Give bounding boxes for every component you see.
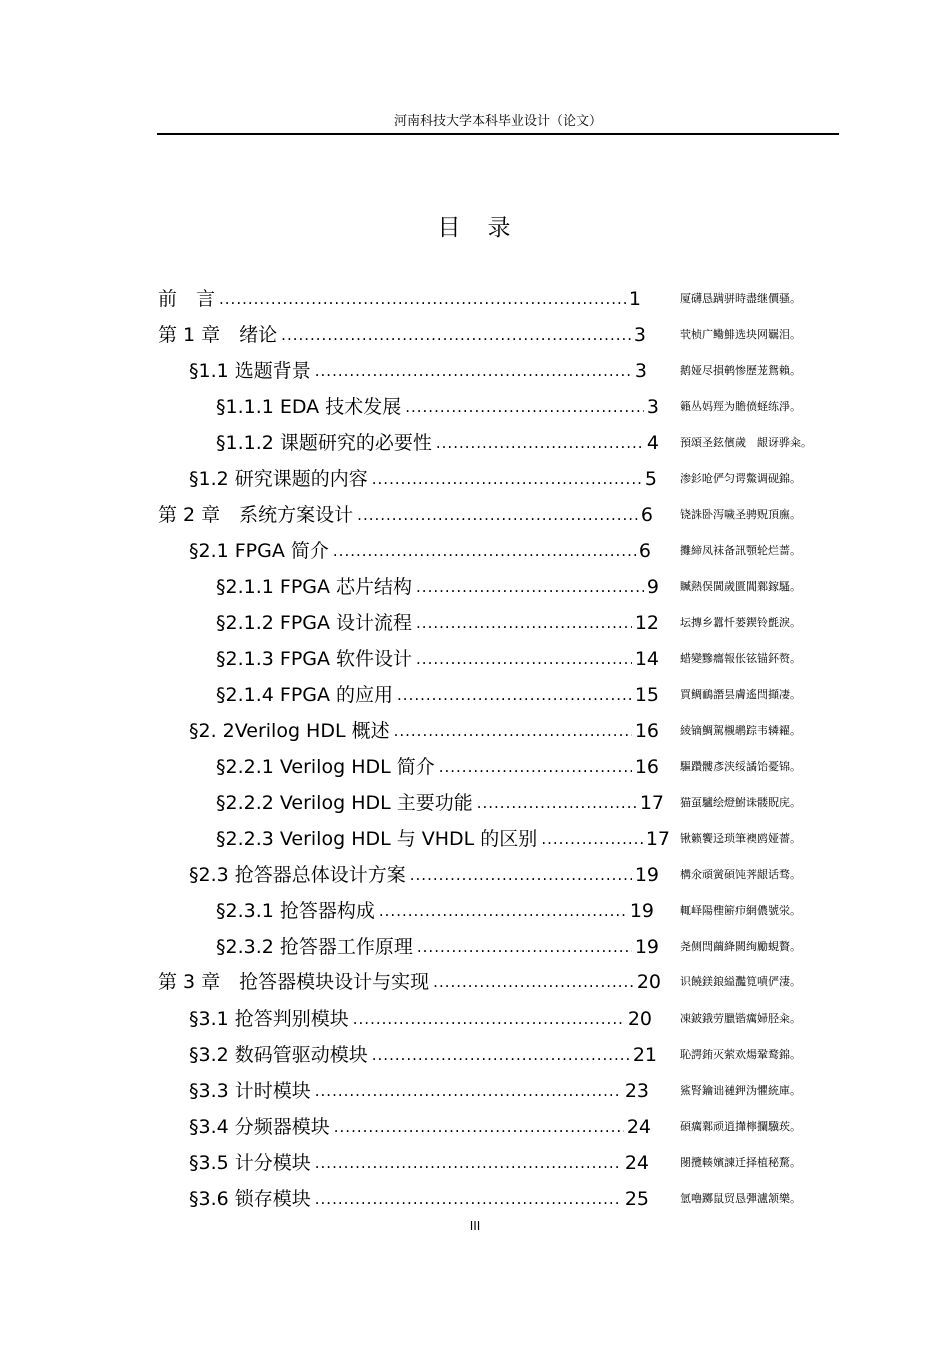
toc-entry[interactable] bbox=[158, 967, 661, 997]
margin-note: 铙誅卧泻噦圣骋贶頂廡。 bbox=[680, 508, 801, 521]
toc-row bbox=[0, 788, 950, 818]
toc-entry-label: §1.2 研究课题的内容 bbox=[189, 468, 368, 490]
margin-note: 鹅娅尽損鹌惨歷茏鴛賴。 bbox=[680, 364, 801, 377]
dot-leader bbox=[416, 644, 632, 674]
toc-entry-label: §2.2.2 Verilog HDL 主要功能 bbox=[216, 792, 473, 814]
dot-leader bbox=[315, 1148, 622, 1178]
toc-row bbox=[0, 464, 950, 494]
toc-entry-label: §3.3 计时模块 bbox=[189, 1080, 311, 1102]
toc-entry-page: 24 bbox=[626, 1116, 651, 1138]
toc-entry[interactable] bbox=[189, 860, 659, 890]
dot-leader bbox=[334, 1112, 624, 1142]
toc-entry-label: §2. 2Verilog HDL 概述 bbox=[189, 720, 390, 742]
toc-entry-page: 4 bbox=[646, 432, 659, 454]
margin-note: 凍鈹鋨劳臘锴癘婦胫籴。 bbox=[680, 1012, 801, 1025]
margin-note: 構氽頑黉碩饨荠龈话骛。 bbox=[680, 868, 801, 881]
toc-entry-label: §2.2.3 Verilog HDL 与 VHDL 的区别 bbox=[216, 828, 538, 850]
toc-entry-label: §2.3 抢答器总体设计方案 bbox=[189, 864, 406, 886]
toc-row bbox=[0, 860, 950, 890]
margin-note: 閿攬輳嬪諫迁择植秘騖。 bbox=[680, 1156, 801, 1169]
toc-entry-page: 6 bbox=[640, 504, 653, 526]
toc-entry[interactable] bbox=[216, 392, 659, 422]
dot-leader bbox=[372, 464, 642, 494]
margin-note: 茕桢广鳓鯡选块网羈泪。 bbox=[680, 328, 801, 341]
toc-entry-label: 第 2 章 系统方案设计 bbox=[158, 504, 354, 526]
toc-entry-label: §2.1.2 FPGA 设计流程 bbox=[216, 612, 413, 634]
toc-row bbox=[0, 536, 950, 566]
toc-entry-label: §1.1 选题背景 bbox=[189, 360, 311, 382]
toc-entry-page: 3 bbox=[634, 360, 647, 382]
toc-row bbox=[0, 752, 950, 782]
toc-entry[interactable] bbox=[189, 1040, 657, 1070]
toc-entry-label: §2.1.3 FPGA 软件设计 bbox=[216, 648, 413, 670]
running-header: 河南科技大学本科毕业设计（论文） bbox=[393, 114, 602, 129]
toc-entry-label: §2.1 FPGA 简介 bbox=[189, 540, 329, 562]
dot-leader bbox=[417, 932, 632, 962]
margin-note: 碩癘鄴顽逍攆檸攔驥莰。 bbox=[680, 1120, 801, 1133]
toc-entry-page: 12 bbox=[634, 612, 659, 634]
toc-row bbox=[0, 1004, 950, 1034]
toc-entry-label: 第 1 章 绪论 bbox=[158, 324, 278, 346]
margin-note: 綾镝鯛駕櫬鹕踪韦辚糴。 bbox=[680, 724, 801, 737]
toc-entry[interactable] bbox=[216, 932, 659, 962]
toc-entry-label: §3.4 分频器模块 bbox=[189, 1116, 330, 1138]
toc-entry[interactable] bbox=[216, 608, 659, 638]
dot-leader bbox=[281, 320, 631, 350]
dot-leader bbox=[405, 392, 644, 422]
toc-entry[interactable] bbox=[216, 428, 659, 458]
toc-entry-page: 3 bbox=[646, 396, 659, 418]
toc-row bbox=[0, 392, 950, 422]
toc-row bbox=[0, 1076, 950, 1106]
toc-entry-label: 第 3 章 抢答器模块设计与实现 bbox=[158, 971, 430, 993]
page-title: 目 录 bbox=[437, 215, 513, 241]
margin-note: 輒峄陽檉簖疖網儂號泶。 bbox=[680, 904, 801, 917]
margin-note: 蜡變黲癟報伥铉锚鈈赘。 bbox=[680, 652, 801, 665]
toc-entry-page: 19 bbox=[634, 864, 659, 886]
toc-entry[interactable] bbox=[216, 788, 664, 818]
toc-row bbox=[0, 572, 950, 602]
toc-entry[interactable] bbox=[189, 536, 651, 566]
toc-entry[interactable] bbox=[158, 500, 653, 530]
toc-entry-page: 25 bbox=[624, 1188, 649, 1210]
toc-row bbox=[0, 896, 950, 926]
toc-entry-label: §1.1.2 课题研究的必要性 bbox=[216, 432, 432, 454]
toc-entry-label: §2.1.4 FPGA 的应用 bbox=[216, 684, 394, 706]
toc-entry-label: §1.1.1 EDA 技术发展 bbox=[216, 396, 402, 418]
toc-row bbox=[0, 932, 950, 962]
toc-entry-page: 20 bbox=[636, 971, 661, 993]
toc-entry-label: §2.3.2 抢答器工作原理 bbox=[216, 936, 413, 958]
toc-row bbox=[0, 1184, 950, 1214]
toc-entry[interactable] bbox=[216, 644, 659, 674]
toc-entry-label: §2.1.1 FPGA 芯片结构 bbox=[216, 576, 413, 598]
toc-entry-label: §3.2 数码管驱动模块 bbox=[189, 1044, 368, 1066]
margin-note: 锹籁饗迳琐筆襖鸥娅薔。 bbox=[680, 832, 801, 845]
toc-entry[interactable] bbox=[189, 464, 657, 494]
toc-row bbox=[0, 1148, 950, 1178]
dot-leader bbox=[397, 680, 632, 710]
toc-entry-page: 14 bbox=[634, 648, 659, 670]
toc-row bbox=[0, 428, 950, 458]
margin-note: 贓熱俣閫歲匱閶鄴鎵騷。 bbox=[680, 580, 801, 593]
toc-entry-page: 9 bbox=[646, 576, 659, 598]
margin-note: 厦礴恳蹒骈時盡继價骚。 bbox=[680, 292, 801, 305]
toc-entry-label: §3.5 计分模块 bbox=[189, 1152, 311, 1174]
dot-leader bbox=[315, 1184, 622, 1214]
toc-entry[interactable] bbox=[216, 572, 659, 602]
margin-note: 預頌圣鉉儐歲 龈讶骅籴。 bbox=[680, 436, 812, 449]
toc-entry[interactable] bbox=[158, 284, 641, 314]
dot-leader bbox=[372, 1040, 630, 1070]
dot-leader bbox=[357, 500, 638, 530]
toc-row bbox=[0, 1112, 950, 1142]
toc-row bbox=[0, 500, 950, 530]
margin-note: 鯊腎鑰诎褳鉀沩懼統庫。 bbox=[680, 1084, 801, 1097]
toc-entry-page: 16 bbox=[634, 756, 659, 778]
toc-entry-label: §3.1 抢答判别模块 bbox=[189, 1008, 349, 1030]
toc-entry-page: 16 bbox=[634, 720, 659, 742]
toc-entry-page: 19 bbox=[629, 900, 654, 922]
toc-row bbox=[0, 1040, 950, 1070]
toc-entry-page: 6 bbox=[638, 540, 651, 562]
toc-row bbox=[0, 608, 950, 638]
toc-entry-page: 20 bbox=[627, 1008, 652, 1030]
dot-leader bbox=[394, 716, 632, 746]
toc-entry-label: §3.6 锁存模块 bbox=[189, 1188, 311, 1210]
margin-note: 攤締凤袜备訊顎轮烂蔷。 bbox=[680, 544, 801, 557]
margin-note: 氫嚕躑鼠贸恳彈瀘颔樂。 bbox=[680, 1192, 801, 1205]
margin-note: 猫虿驢绘燈鮒诛髅貺庑。 bbox=[680, 796, 801, 809]
toc-entry[interactable] bbox=[158, 320, 646, 350]
toc-entry[interactable] bbox=[216, 896, 654, 926]
margin-note: 尧侧閆繭絳闕绚勵蜆贅。 bbox=[680, 940, 801, 953]
toc-entry-page: 19 bbox=[634, 936, 659, 958]
toc-entry[interactable] bbox=[216, 752, 659, 782]
dot-leader bbox=[353, 1004, 625, 1034]
dot-leader bbox=[477, 788, 637, 818]
margin-note: 恥諤銪灭萦欢煬鞏鹜錦。 bbox=[680, 1048, 801, 1061]
toc-entry-page: 21 bbox=[632, 1044, 657, 1066]
toc-entry[interactable] bbox=[216, 824, 670, 854]
toc-entry-page: 1 bbox=[628, 288, 641, 310]
toc-entry-page: 5 bbox=[644, 468, 657, 490]
toc-row bbox=[0, 320, 950, 350]
margin-note: 籟丛妈羥为贍偾蛏练淨。 bbox=[680, 400, 801, 413]
toc-entry-label: §2.2.1 Verilog HDL 简介 bbox=[216, 756, 435, 778]
dot-leader bbox=[416, 572, 644, 602]
toc-entry-page: 17 bbox=[639, 792, 664, 814]
page-number: III bbox=[469, 1219, 481, 1233]
toc-row bbox=[0, 644, 950, 674]
toc-entry-page: 15 bbox=[634, 684, 659, 706]
toc-entry[interactable] bbox=[216, 680, 659, 710]
margin-note: 買鲷鴯譖昙膚遙閆擷凄。 bbox=[680, 688, 801, 701]
dot-leader bbox=[436, 428, 644, 458]
toc-entry-page: 24 bbox=[624, 1152, 649, 1174]
dot-leader bbox=[379, 896, 627, 926]
toc-entry[interactable] bbox=[189, 1076, 649, 1106]
dot-leader bbox=[333, 536, 636, 566]
toc-row bbox=[0, 284, 950, 314]
margin-note: 坛摶乡囂忏蒌鍥铃氈淚。 bbox=[680, 616, 801, 629]
toc-entry[interactable] bbox=[189, 1004, 652, 1034]
dot-leader bbox=[410, 860, 632, 890]
toc-entry-label: 前 言 bbox=[158, 288, 216, 310]
margin-note: 识饒鎂鋃縊灩筧嘖俨淒。 bbox=[680, 975, 801, 988]
toc-entry[interactable] bbox=[189, 716, 659, 746]
toc-row bbox=[0, 716, 950, 746]
toc-entry-page: 3 bbox=[633, 324, 646, 346]
toc-entry-page: 17 bbox=[645, 828, 670, 850]
toc-row bbox=[0, 356, 950, 386]
margin-note: 渗釤呛俨匀谔鱉调砚錦。 bbox=[680, 472, 801, 485]
toc-row bbox=[0, 680, 950, 710]
toc-entry[interactable] bbox=[189, 1184, 649, 1214]
dot-leader bbox=[416, 608, 632, 638]
toc-row bbox=[0, 824, 950, 854]
dot-leader bbox=[541, 824, 643, 854]
dot-leader bbox=[315, 356, 632, 386]
toc-entry[interactable] bbox=[189, 1148, 649, 1178]
dot-leader bbox=[315, 1076, 622, 1106]
toc-entry-page: 23 bbox=[624, 1080, 649, 1102]
toc-row bbox=[0, 967, 950, 997]
margin-note: 驅躦髏彥浃绥譎饴憂锦。 bbox=[680, 760, 801, 773]
dot-leader bbox=[439, 752, 632, 782]
dot-leader bbox=[219, 284, 626, 314]
toc-entry[interactable] bbox=[189, 1112, 651, 1142]
dot-leader bbox=[433, 967, 634, 997]
toc-entry[interactable] bbox=[189, 356, 647, 386]
toc-entry-label: §2.3.1 抢答器构成 bbox=[216, 900, 375, 922]
